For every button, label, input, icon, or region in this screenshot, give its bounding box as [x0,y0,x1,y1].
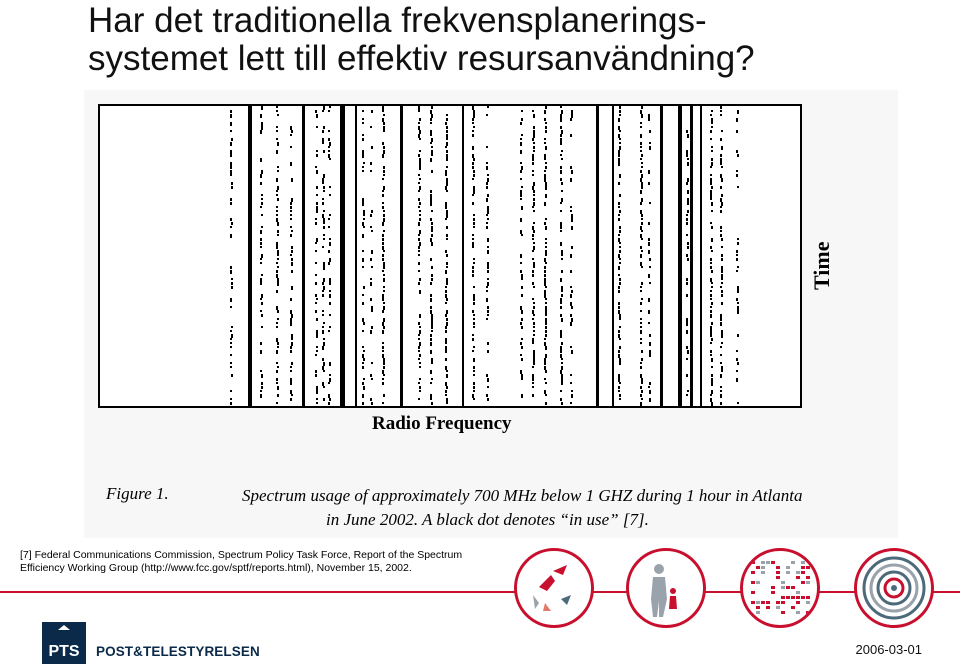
slide-title [88,2,948,78]
decorative-circles [508,548,960,630]
svg-text:PTS: PTS [48,643,80,660]
pts-logo-text: POST&TELESTYRELSEN [96,644,260,659]
figure-number: Figure 1. [106,484,169,503]
concentric-circles-icon [854,548,934,628]
time-axis-label: Time [809,241,834,290]
reference-note [20,549,510,575]
spectrum-occupancy-graphic [100,106,800,406]
figure-caption-line-2: in June 2002. A black dot denotes “in use” [7]. [326,510,649,529]
radio-frequency-axis-label: Radio Frequency [372,413,512,434]
spectrum-occupancy-plot [98,104,802,408]
slide-date: 2006-03-01 [855,642,922,657]
reference-line-2: Efficiency Working Group (http://www.fcc.gov/sptf/reports.html), November 15, 2002. [20,562,412,574]
pixel-pattern-icon [740,548,820,628]
reference-line-1: [7] Federal Communications Commission, Spectrum Policy Task Force, Report of the Spectrum [20,549,463,561]
figure-caption [242,484,892,532]
arrows-icon [514,548,594,628]
slide-title-line-2: systemet lett till effektiv resursanvändning? [88,39,755,78]
slide-title-line-1: Har det traditionella frekvensplanerings- [88,1,707,40]
pts-logo-mark [42,622,86,664]
pts-logo [42,622,260,664]
people-icon [626,548,706,628]
figure-caption-line-1: Spectrum usage of approximately 700 MHz below 1 GHZ during 1 hour in Atlanta [242,486,803,505]
